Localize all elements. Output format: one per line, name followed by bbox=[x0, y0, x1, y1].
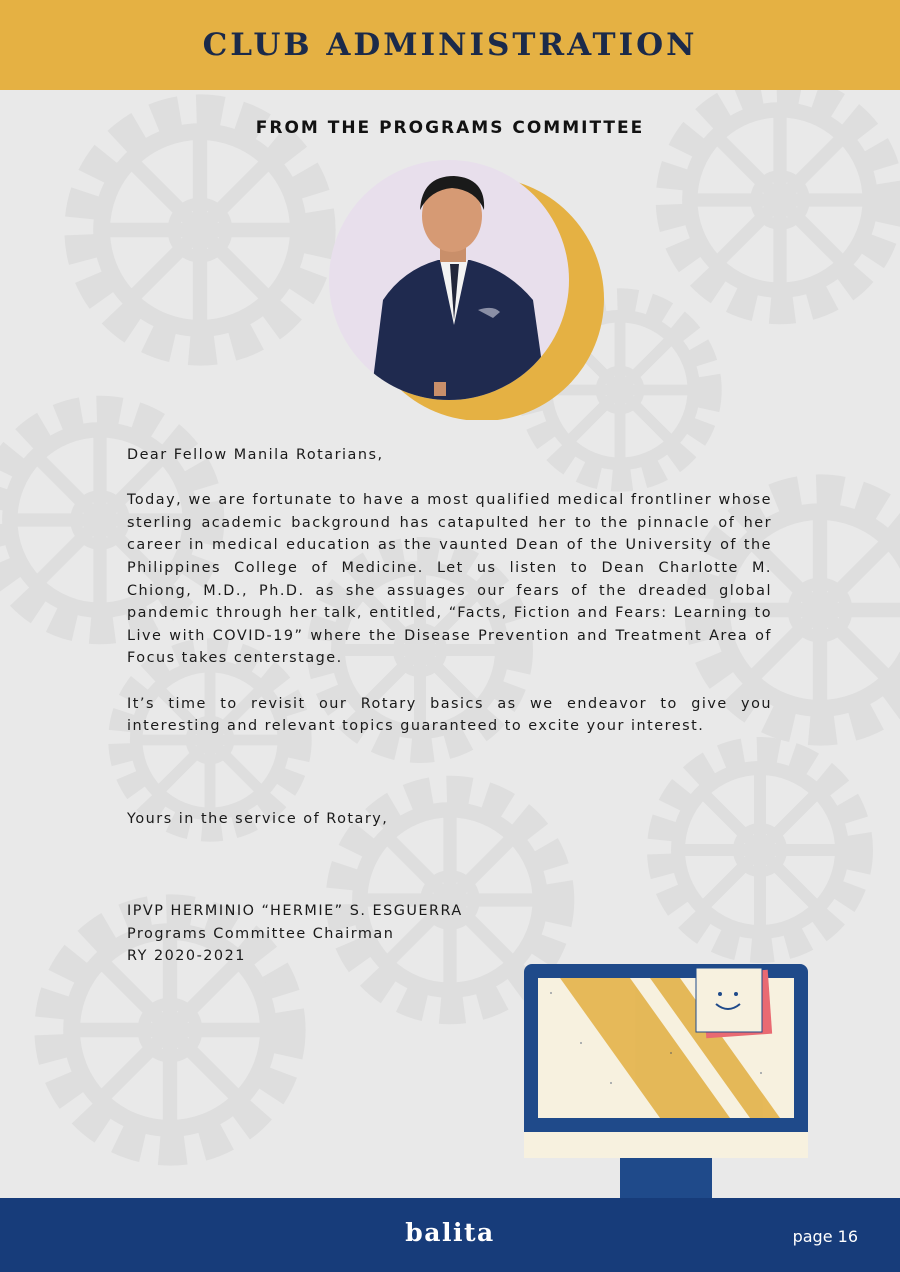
signature-block bbox=[127, 900, 463, 968]
signature-name: IPVP HERMINIO “HERMIE” S. ESGUERRA bbox=[127, 903, 463, 919]
letter-greeting: Dear Fellow Manila Rotarians, bbox=[127, 447, 384, 463]
section-subtitle: FROM THE PROGRAMS COMMITTEE bbox=[255, 118, 645, 138]
signature-year: RY 2020-2021 bbox=[127, 948, 246, 965]
letter-signoff: Yours in the service of Rotary, bbox=[127, 811, 389, 827]
header-bar bbox=[0, 0, 900, 90]
page-title: CLUB ADMINISTRATION bbox=[202, 27, 698, 63]
monitor-illustration bbox=[520, 962, 812, 1200]
letter-paragraph-2: It’s time to revisit our Rotary basics as we endeavor to give you interesting and relevant topics guaranteed to excite your interest. bbox=[127, 695, 772, 735]
chairman-portrait bbox=[328, 160, 608, 420]
page-number: page 16 bbox=[792, 1227, 858, 1246]
footer-brand: balita bbox=[405, 1218, 495, 1247]
signature-role: Programs Committee Chairman bbox=[127, 925, 395, 942]
sticky-note-front bbox=[696, 968, 762, 1032]
letter-paragraph-1: Today, we are fortunate to have a most qualified medical frontliner whose sterling academic background has catapulted her to the pinnacle of her career in medical education as the vaunted Dean of the University of the Philippines College of Medicine. Let us listen to Dean Charlotte M. Chiong, M.D., Ph.D. as she assuages our fears of the dreaded global pandemic through her talk, entitled, “Facts, Fiction and Fears: Learning to Live with COVID-19” where the Disease Prevention and Treatment Area of Focus takes centerstage. bbox=[127, 492, 772, 667]
letter-body bbox=[127, 444, 772, 738]
